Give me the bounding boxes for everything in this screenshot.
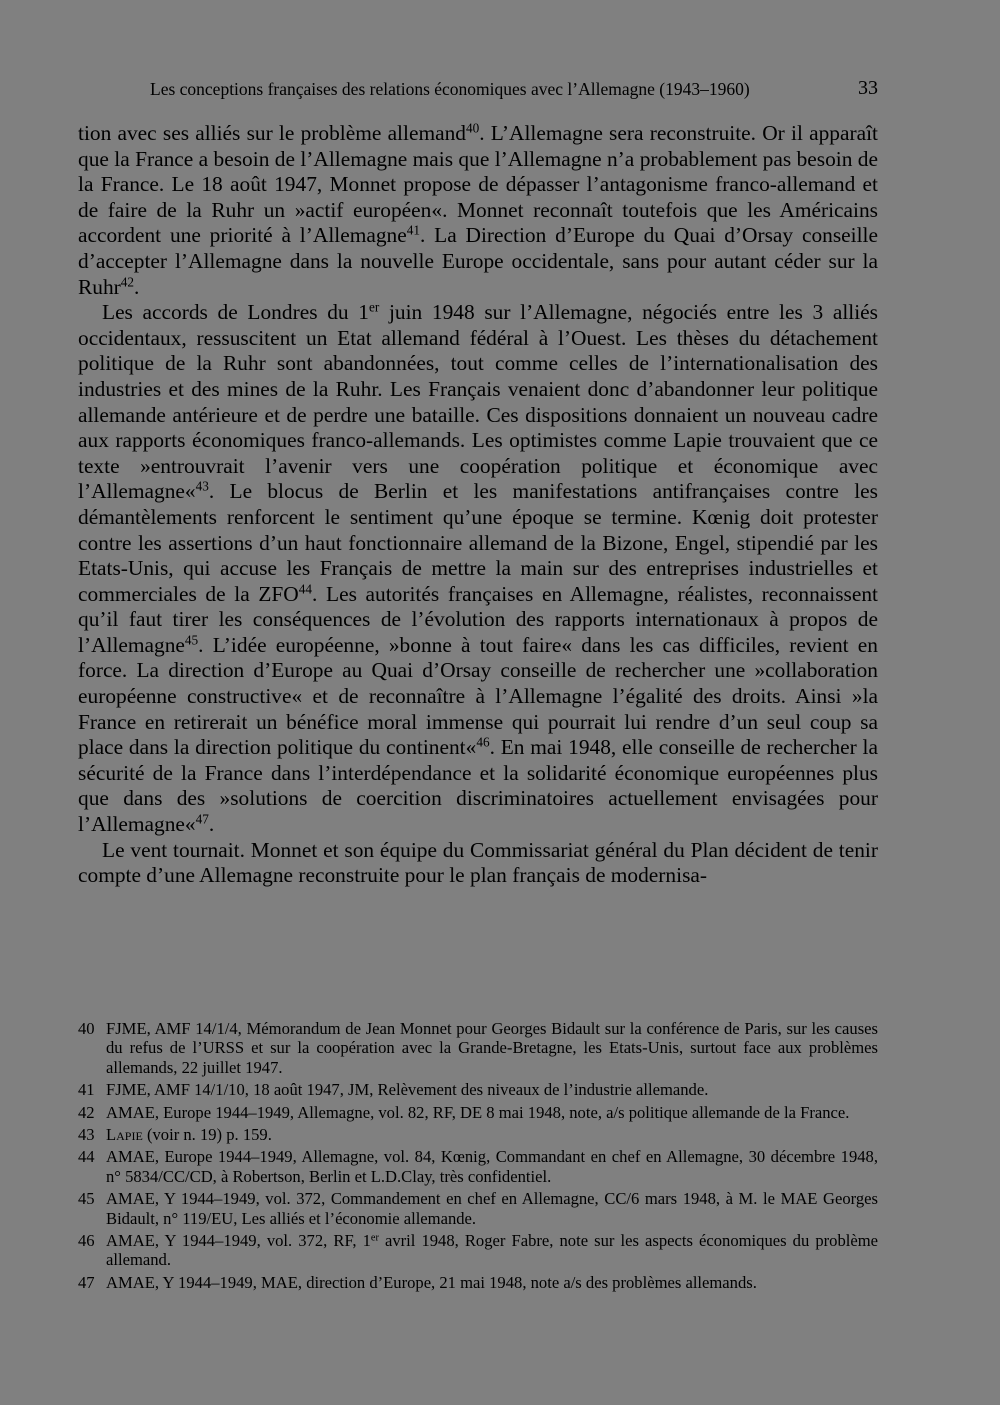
superscript: 42 <box>120 274 135 290</box>
footnote-text <box>106 1273 878 1292</box>
superscript: er <box>370 1232 379 1244</box>
paragraph <box>78 121 878 300</box>
footnote-number: 44 <box>78 1147 95 1167</box>
superscript: 41 <box>406 223 420 239</box>
footnote-text <box>106 1189 878 1228</box>
text-run: juin 1948 sur l’Allemagne, négociés entre les 3 alliés occidentaux, ressuscitent un Etat allemand fédéral à l’Ouest. Les thèses du détachement politique de la Ruhr sont abandonnées, tout comme celles de l’internationalisation des industries et des mines de la Ruhr. Les Français venaient donc d’abandonner leur politique allemande antérieure et de perdre une bataille. Ces dispositions donnaient un nouveau cadre aux rapports économiques franco-allemands. Les optimistes comme Lapie trouvaient que ce texte »entrouvrait l’avenir vers une coopération politique et économique avec l’Allemagne« <box>78 300 878 504</box>
superscript: 46 <box>476 734 490 750</box>
text-run: avril 1948, Roger Fabre, note sur les aspects économiques du problème allemand. <box>106 1231 878 1270</box>
footnote-text <box>106 1125 878 1144</box>
footnote-number: 43 <box>78 1125 95 1145</box>
paragraph <box>78 300 878 837</box>
text-run: Le vent tournait. Monnet et son équipe du Commissariat général du Plan décident de tenir compte d’une Allemagne reconstruite pour le plan français de modernisa- <box>78 837 878 888</box>
footnotes <box>78 1019 878 1295</box>
footnote-number: 47 <box>78 1272 95 1292</box>
text-run: . Le blocus de Berlin et les manifestations antifrançaises contre les démantèlements renforcent le sentiment qu’une époque se termine. Kœnig doit protester contre les assertions d’un haut fonctionnaire allemand de la Bizone, Engel, stipendié par les Etats-Unis, qui accuse les Français de mettre la main sur des entreprises industrielles et commerciales de la ZFO <box>78 479 878 606</box>
text-run: FJME, AMF 14/1/10, 18 août 1947, JM, Relèvement des niveaux de l’industrie allemande. <box>106 1080 709 1100</box>
superscript: 44 <box>298 581 313 597</box>
footnote-number: 41 <box>78 1080 95 1100</box>
footnote-number: 40 <box>78 1019 95 1038</box>
text-run: . Les autorités françaises en Allemagne, réalistes, reconnaissent qu’il faut tirer les conséquences de l’évolution des rapports internationaux à propos de l’Allemagne <box>78 581 878 657</box>
text-run: Les accords de Londres du 1 <box>102 300 369 325</box>
footnote <box>78 1125 878 1144</box>
text-run: tion avec ses alliés sur le problème allemand <box>78 121 466 145</box>
page-number: 33 <box>858 77 878 99</box>
footnote <box>78 1019 878 1077</box>
footnote <box>78 1273 878 1292</box>
text-run: AMAE, Y 1944–1949, vol. 372, Commandement en chef en Allemagne, CC/6 mars 1948, à M. le MAE Georges Bidault, n° 119/EU, Les alliés et l’économie allemande. <box>106 1189 878 1228</box>
text-run: AMAE, Europe 1944–1949, Allemagne, vol. 84, Kœnig, Commandant en chef en Allemagne, 30 décembre 1948, n° 5834/CC/CD, à Robertson, Berlin et L.D.Clay, très confidentiel. <box>106 1147 878 1186</box>
text-run: FJME, AMF 14/1/4, Mémorandum de Jean Monnet pour Georges Bidault sur la conférence de Paris, sur les causes du refus de l’URSS et sur la coopération avec la Grande-Bretagne, les Etats-Unis, surtout face aux problèmes allemands, 22 juillet 1947. <box>106 1019 878 1077</box>
text-run: . L’Allemagne sera reconstruite. Or il apparaît que la France a besoin de l’Allemagne mais que l’Allemagne n’a probablement pas besoin de la France. Le 18 août 1947, Monnet propose de dépasser l’antagonisme franco-allemand et de faire de la Ruhr un »actif européen«. Monnet reconnaît toutefois que les Américains accordent une priorité à l’Allemagne <box>78 121 878 248</box>
small-caps-text: Lapie <box>106 1125 143 1145</box>
text-run: AMAE, Y 1944–1949, MAE, direction d’Europe, 21 mai 1948, note a/s des problèmes allemands. <box>106 1272 757 1292</box>
paragraph <box>78 838 878 889</box>
body-text <box>78 121 878 889</box>
text-run: AMAE, Y 1944–1949, vol. 372, RF, 1 <box>106 1231 371 1251</box>
running-head-title: Les conceptions françaises des relations économiques avec l’Allemagne (1943–1960) <box>150 79 750 99</box>
text-run: AMAE, Europe 1944–1949, Allemagne, vol. 82, RF, DE 8 mai 1948, note, a/s politique allemande de la France. <box>106 1102 850 1122</box>
footnote <box>78 1080 878 1099</box>
footnote-text <box>106 1103 878 1122</box>
footnote-text <box>106 1147 878 1186</box>
superscript: 43 <box>195 479 209 495</box>
superscript: 47 <box>195 811 209 827</box>
superscript: 45 <box>184 632 199 648</box>
text-run: (voir n. 19) p. 159. <box>142 1125 272 1145</box>
footnote <box>78 1231 878 1270</box>
footnote-text <box>106 1231 878 1270</box>
footnote <box>78 1147 878 1186</box>
text-run: . <box>134 274 140 299</box>
footnote-text <box>106 1019 878 1077</box>
footnote-number: 45 <box>78 1189 95 1209</box>
text-run: . La Direction d’Europe du Quai d’Orsay conseille d’accepter l’Allemagne dans la nouvelle Europe occidentale, sans pour autant céder sur la Ruhr <box>78 223 878 299</box>
superscript: 40 <box>465 120 480 136</box>
footnote-number: 46 <box>78 1231 95 1251</box>
footnote <box>78 1103 878 1122</box>
text-run: . En mai 1948, elle conseille de rechercher la sécurité de la France dans l’interdépendance et la solidarité économique européennes plus que dans des »solutions de coercition discriminatoires actuellement envisagées pour l’Allemagne« <box>78 735 878 837</box>
superscript: er <box>368 299 380 315</box>
text-run: . <box>208 812 215 837</box>
footnote <box>78 1189 878 1228</box>
footnote-number: 42 <box>78 1102 95 1122</box>
footnote-text <box>106 1080 878 1099</box>
text-run: . L’idée européenne, »bonne à tout faire« dans les cas difficiles, revient en force. La direction d’Europe au Quai d’Orsay conseille de rechercher une »collaboration européenne constructive« et de reconnaître à l’Allemagne l’égalité des droits. Ainsi »la France en retirerait un bénéfice moral immense qui pourrait lui rendre d’un seul coup sa place dans la direction politique du continent« <box>78 632 878 760</box>
